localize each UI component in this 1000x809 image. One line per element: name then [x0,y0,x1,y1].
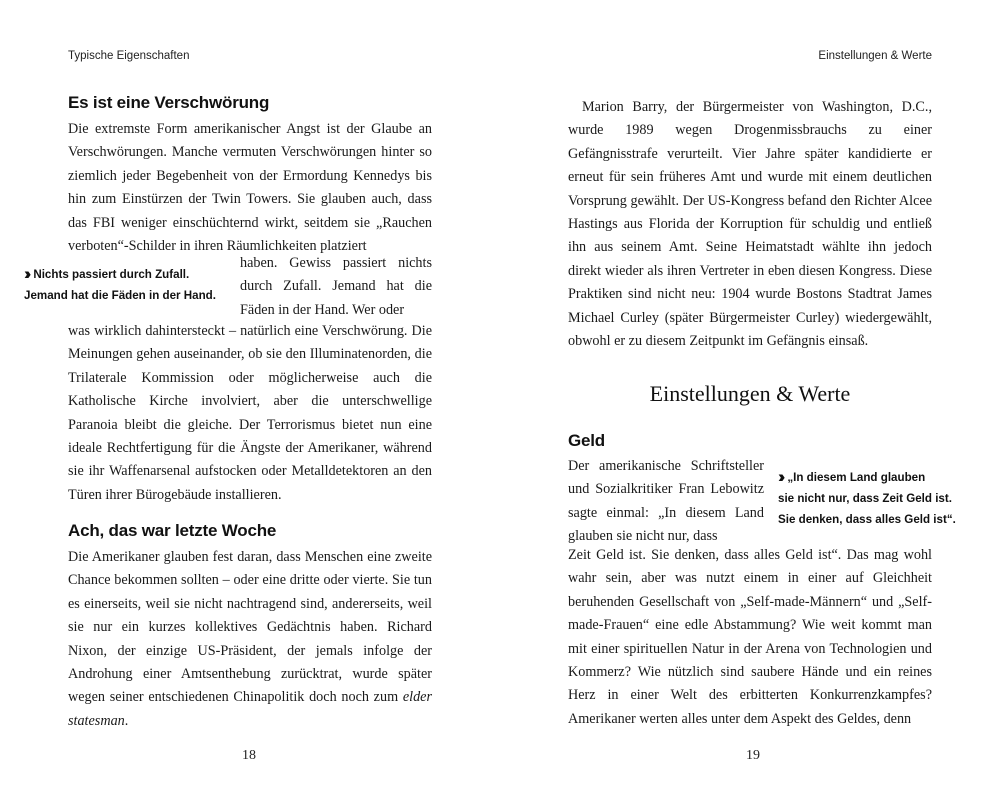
pullquote-left [24,262,234,306]
heading-letzte-woche: Ach, das war letzte Woche [68,521,277,540]
double-chevron-icon: ›› [24,264,28,283]
opening-block [568,96,932,353]
running-head-left: Typische Eigenschaften [68,50,190,62]
wrap-column-left [240,252,432,322]
double-chevron-icon: ›› [778,467,782,486]
paragraph-marion-barry: Marion Barry, der Bürgermeister von Washington, D.C., wurde 1989 wegen Drogenmissbrauchs zu einer Gefängnisstrafe verurteilt. Vier Jahre später kandidierte er erneut für sein früheres Amt und wurde mit einem deutlichen Vorsprung gewählt. Der US-Kongress befand den Richter Alcee Hastings aus Florida der Korruption für schuldig und entließ ihn aus seinem Amt. Seine Heimatstadt wählte ihn jedoch direkt wieder als ihren Vertreter in eben diesen Kongress. Diese Praktiken sind nicht neu: 1904 wurde Bostons Stadtrat James Michael Curley (später Bürgermeister Curley) wiedergewählt, obwohl er zu diesem Zeitpunkt im Gefängnis einsaß. [568,99,932,350]
pullquote-right-line3: Sie denken, dass alles Geld ist“. [778,513,956,526]
pullquote-left-line2: Jemand hat die Fäden in der Hand. [24,289,216,302]
heading-verschwoerung: Es ist eine Verschwörung [68,93,270,112]
section-verschwoerung [68,92,432,258]
section-geld-rest [568,544,932,731]
page-number-right: 19 [746,748,760,763]
paragraph-verschwoerung-top: Die extremste Form amerikanischer Angst ist der Glaube an Verschwörungen. Manche vermuten Verschwörungen hinter so ziemlich jeder Begebenheit von der Ermordung Kennedys bis hin zum Einstürzen der Twin Towers. Sie glauben auch, dass das FBI weniger einschüchternd wirkt, seitdem sie „Rauchen verboten“-Schilder in ihren Räumlichkeiten platziert [68,121,432,255]
page-number-left: 18 [242,748,256,763]
wrap-column-right [568,455,764,549]
paragraph-geld-rest: Zeit Geld ist. Sie denken, dass alles Geld ist“. Das mag wohl wahr sein, aber was nutzt einem in einer auf Gleichheit beruhenden Gesellschaft von „Self-made-Männern“ und „Self-made-Frauen“ eine edle Abstammung? Wie weit kommt man mit einer spirituellen Natur in der Arena von Technologien und Kommerz? Wie nützlich sind saubere Hände und ein reines Herz in einer Welt des erbitterten Konkurrenzkampfes? Amerikaner werten alles unter dem Aspekt des Geldes, denn [568,547,932,727]
paragraph-verschwoerung-wrap: haben. Gewiss passiert nichts durch Zufall. Jemand hat die Fäden in der Hand. Wer oder [240,255,432,318]
paragraph-verschwoerung-rest: was wirklich dahintersteckt – natürlich eine Verschwörung. Die Meinungen gehen auseinander, ob sie den Illuminatenorden, die Trilaterale Kommission oder möglicherweise auch die Katholische Kirche involviert, aber die unterschwellige Paranoia bleibt die gleiche. Der Terrorismus bietet nun eine ideale Rechtfertigung für die Ängste der Amerikaner, während sie ihr Waffenarsenal aufstocken oder Metalldetektoren an den Türen ihrer Bürogebäude installieren. [68,323,432,503]
pullquote-left-line1: Nichts passiert durch Zufall. [33,268,190,281]
section-title: Einstellungen & Werte [649,381,851,406]
paragraph-geld-wrap: Der amerikanische Schriftsteller und Sozialkritiker Fran Lebowitz sagte einmal: „In diesem Land glauben sie nicht nur, dass [568,458,764,545]
paragraph-letzte-woche: Die Amerikaner glauben fest daran, dass Menschen eine zweite Chance bekommen sollten – oder eine dritte oder vierte. Sie tun es einerseits, weil sie nicht nachtragend sind, andererseits, weil sie nur ein kurzes kollektives Gedächtnis haben. Richard Nixon, der einzige US-Präsident, der jemals infolge der Androhung einer Amtsenthebung zurücktrat, wurde später wegen seiner entschiedenen Chinapolitik doch noch zum elder statesman. [68,549,432,729]
right-page [500,0,1000,809]
pullquote-right [778,465,978,530]
section-verschwoerung-rest [68,320,432,507]
section-geld [568,430,932,452]
section-letzte-woche [68,520,432,733]
running-head-right: Einstellungen & Werte [818,50,932,62]
italic-elder-statesman: elder statesman [68,689,432,729]
pullquote-right-line1: „In diesem Land glauben [787,471,926,484]
pullquote-right-line2: sie nicht nur, dass Zeit Geld ist. [778,492,952,505]
heading-geld: Geld [568,431,605,450]
